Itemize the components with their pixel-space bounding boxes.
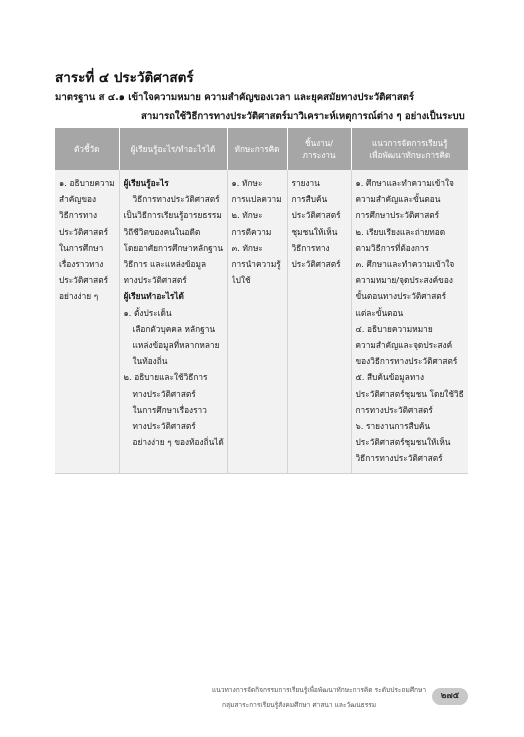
- cell-text-line: แหล่งข้อมูลที่หลากหลาย: [132, 340, 220, 351]
- header-activity-guide: [351, 128, 468, 170]
- cell-learning: [119, 170, 227, 473]
- cell-text-line: ในท้องถิ่น: [132, 356, 168, 367]
- header-thinking-skill: [227, 128, 287, 170]
- page-number: ๒๗๕: [432, 688, 468, 705]
- cell-work-piece: [287, 170, 351, 473]
- cell-text-line: ประวัติศาสตร์: [291, 259, 341, 270]
- header-text-line: ทักษะการคิด: [234, 144, 280, 154]
- cell-text-line: วิถีชีวิตของคนในอดีต: [123, 226, 201, 237]
- cell-text-line: ๔. อธิบายความหมาย: [355, 323, 433, 334]
- cell-text-line: ๑. ตั้งประเด็น: [123, 307, 172, 318]
- header-text-line: ภาระงาน: [302, 150, 336, 160]
- cell-thinking-skill: [227, 170, 287, 473]
- cell-text-line: ๒. อธิบายและใช้วิธีการ: [123, 372, 208, 383]
- cell-text-line: ประวัติศาสตร์ชุมชนให้เห็น: [355, 437, 451, 448]
- header-text-line: เพื่อพัฒนาทักษะการคิด: [369, 150, 451, 160]
- table-header-row: [55, 128, 468, 170]
- footer-book-title: แนวทางการจัดกิจกรรมการเรียนรู้เพื่อพัฒนาทักษะการคิด ระดับประถมศึกษา: [212, 686, 427, 694]
- footer-subject-group: กลุ่มสาระการเรียนรู้สังคมศึกษา ศาสนา และวัฒนธรรม: [222, 701, 377, 709]
- cell-text-line: ๒. ทักษะ: [231, 210, 263, 221]
- cell-text-line: ชุมชนให้เห็น: [291, 226, 338, 237]
- cell-text-line: สำคัญของ: [59, 194, 97, 205]
- cell-text-line: การแปลความ: [231, 194, 282, 205]
- table-row: [55, 170, 468, 473]
- cell-text-line: การศึกษาประวัติศาสตร์: [355, 210, 440, 221]
- cell-text-line: ของวิธีการทางประวัติศาสตร์: [355, 356, 458, 367]
- header-text-line: แนวการจัดการเรียนรู้: [372, 138, 448, 148]
- cell-text-line: อย่างง่าย ๆ: [59, 291, 99, 302]
- cell-text-line: ตามวิธีการที่ต้องการ: [355, 242, 429, 253]
- cell-text-line: เป็นวิธีการเรียนรู้อารยธรรม: [123, 210, 222, 221]
- cell-text-line: ประวัติศาสตร์: [59, 275, 109, 286]
- cell-text-line: ประวัติศาสตร์: [291, 210, 341, 221]
- cell-text-line: ทางประวัติศาสตร์: [123, 275, 187, 286]
- cell-text-line: ๑. อธิบายความ: [59, 178, 115, 188]
- cell-text-line: ๖. รายงานการสืบค้น: [355, 421, 431, 432]
- cell-text-line: ๑. ทักษะ: [231, 178, 263, 188]
- cell-text-line: ความสำคัญและจุดประสงค์: [355, 340, 453, 351]
- header-indicator: [55, 128, 119, 170]
- cell-text-line: ไปใช้: [231, 275, 251, 286]
- cell-text-line: ๓. ศึกษาและทำความเข้าใจ: [355, 259, 455, 270]
- cell-text-line: แต่ละขั้นตอน: [355, 307, 404, 318]
- cell-text-line: การตีความ: [231, 226, 272, 237]
- cell-text-line: ขั้นตอนทางประวัติศาสตร์: [355, 291, 447, 302]
- header-work-piece: [287, 128, 351, 170]
- cell-text-line: ในการศึกษา: [59, 242, 104, 253]
- cell-text-line: ประวัติศาสตร์: [59, 226, 109, 237]
- header-learning: [119, 128, 227, 170]
- standard-line-1: มาตรฐาน ส ๔.๑ เข้าใจความหมาย ความสำคัญของเวลา และยุคสมัยทางประวัติศาสตร์: [55, 92, 415, 103]
- cell-text-line: ผู้เรียนทำอะไรได้: [123, 291, 184, 302]
- header-text-line: ชิ้นงาน/: [304, 138, 334, 148]
- page-heading: สาระที่ ๔ ประวัติศาสตร์: [55, 70, 194, 86]
- cell-text-line: ผู้เรียนรู้อะไร: [123, 178, 169, 188]
- cell-text-line: อย่างง่าย ๆ ของท้องถิ่นได้: [132, 437, 224, 448]
- standard-line-2: สามารถใช้วิธีการทางประวัติศาสตร์มาวิเคราะห์เหตุการณ์ต่าง ๆ อย่างเป็นระบบ: [141, 111, 465, 122]
- cell-text-line: เลือกตัวบุคคล หลักฐาน: [132, 323, 216, 334]
- cell-text-line: ความสำคัญและขั้นตอน: [355, 194, 441, 205]
- cell-text-line: เรื่องราวทาง: [59, 259, 104, 270]
- cell-text-line: ๑. ศึกษาและทำความเข้าใจ: [355, 178, 454, 188]
- indicator-table: [55, 128, 468, 474]
- cell-text-line: ทางประวัติศาสตร์: [132, 421, 196, 432]
- cell-text-line: วิธีการ และแหล่งข้อมูล: [123, 259, 207, 270]
- cell-text-line: การนำความรู้: [231, 259, 281, 270]
- cell-text-line: การสืบค้น: [291, 194, 328, 205]
- cell-text-line: รายงาน: [291, 178, 320, 188]
- cell-text-line: วิธีการทางประวัติศาสตร์: [132, 194, 220, 205]
- standard-statement: [55, 88, 473, 126]
- cell-text-line: ในการศึกษาเรื่องราว: [132, 404, 207, 415]
- cell-text-line: วิธีการทาง: [59, 210, 98, 221]
- header-text-line: ตัวชี้วัด: [74, 144, 100, 154]
- header-text-line: ผู้เรียนรู้อะไร/ทำอะไรได้: [130, 144, 216, 154]
- cell-text-line: วิธีการทางประวัติศาสตร์: [355, 453, 443, 464]
- cell-text-line: ๒. เรียบเรียงและถ่ายทอด: [355, 226, 446, 237]
- cell-text-line: ความหมาย/จุดประสงค์ของ: [355, 275, 453, 286]
- cell-activity-guide: [351, 170, 468, 473]
- cell-text-line: ทางประวัติศาสตร์: [132, 388, 196, 399]
- cell-indicator: [55, 170, 119, 473]
- cell-text-line: โดยอาศัยการศึกษาหลักฐาน: [123, 242, 224, 253]
- cell-text-line: ๓. ทักษะ: [231, 242, 263, 253]
- cell-text-line: วิธีการทาง: [291, 242, 330, 253]
- cell-text-line: ประวัติศาสตร์ชุมชน โดยใช้วิธี: [355, 388, 464, 399]
- cell-text-line: ๕. สืบค้นข้อมูลทาง: [355, 372, 424, 383]
- cell-text-line: การทางประวัติศาสตร์: [355, 404, 433, 415]
